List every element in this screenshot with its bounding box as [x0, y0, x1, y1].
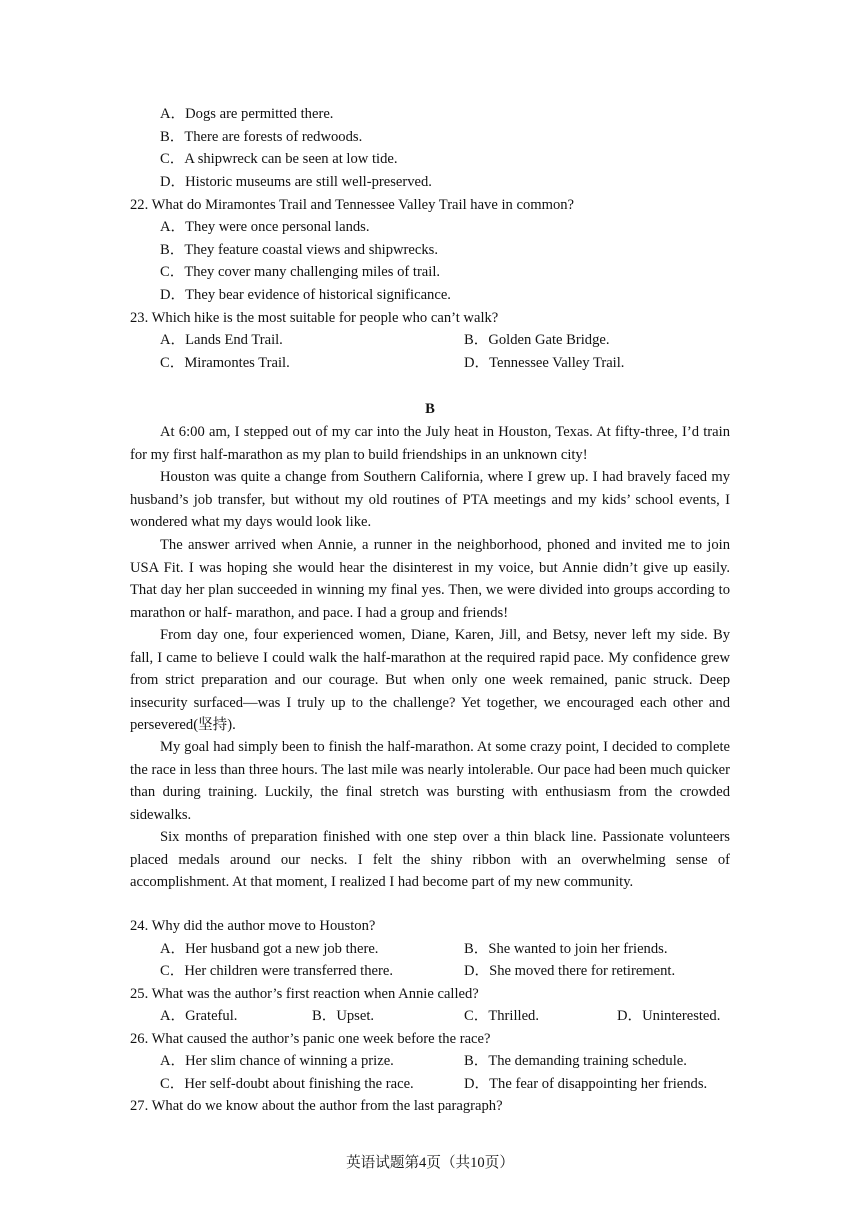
passage-paragraph-6: Six months of preparation finished with one step over a thin black line. Passionate volunteers placed medals around our necks. I felt the shiny ribbon with an overwhelming sense of accomplishment. At that moment, I realized I had become part of my new community.: [130, 829, 730, 890]
q23-option-b: B．Golden Gate Bridge.: [464, 332, 610, 348]
q22-stem: 22. What do Miramontes Trail and Tennessee Valley Trail have in common?: [130, 197, 575, 213]
q25-option-d: D．Uninterested.: [617, 1008, 721, 1024]
q25-option-a: A．Grateful.: [160, 1008, 238, 1024]
q22-option-a: A．They were once personal lands.: [160, 219, 370, 235]
q23-option-d: D．Tennessee Valley Trail.: [464, 355, 625, 371]
passage-paragraph-3: The answer arrived when Annie, a runner in the neighborhood, phoned and invited me to join USA Fit. I was hoping she would hear the disinterest in my voice, but Annie didn’t give up easily. That day her plan succeeded in winning my final yes. Then, we were divided into groups according to marathon or half- marathon, and pace. I had a group and friends!: [130, 537, 730, 621]
q21-option-d: D．Historic museums are still well-preserved.: [160, 174, 432, 190]
q26-stem: 26. What caused the author’s panic one week before the race?: [130, 1031, 491, 1047]
q25-stem: 25. What was the author’s first reaction when Annie called?: [130, 986, 479, 1002]
q26-option-a: A．Her slim chance of winning a prize.: [160, 1053, 394, 1069]
q27-stem: 27. What do we know about the author from the last paragraph?: [130, 1098, 503, 1114]
passage-paragraph-2: Houston was quite a change from Southern California, where I grew up. I had bravely faced my husband’s job transfer, but without my old routines of PTA meetings and my kids’ school events, I wondered what my days would look like.: [130, 469, 730, 530]
q25-option-c: C．Thrilled.: [464, 1008, 539, 1024]
passage-paragraph-4: From day one, four experienced women, Diane, Karen, Jill, and Betsy, never left my side. By fall, I came to believe I could walk the half-marathon at the required rapid pace. My confidence grew from strict preparation and our courage. But when only one week remained, panic struck. Deep insecurity surfaced—was I truly up to the challenge? Yet together, we encouraged each other and persevered(坚持).: [130, 627, 730, 733]
q23-option-a: A．Lands End Trail.: [160, 332, 283, 348]
q24-option-b: B．She wanted to join her friends.: [464, 941, 668, 957]
q26-option-b: B．The demanding training schedule.: [464, 1053, 687, 1069]
q23-stem: 23. Which hike is the most suitable for people who can’t walk?: [130, 310, 499, 326]
q26-option-c: C．Her self-doubt about finishing the race.: [160, 1076, 414, 1092]
q21-option-b: B．There are forests of redwoods.: [160, 129, 363, 145]
q21-option-c: C．A shipwreck can be seen at low tide.: [160, 151, 398, 167]
q24-option-d: D．She moved there for retirement.: [464, 963, 676, 979]
section-title: B: [425, 401, 435, 417]
q24-option-c: C．Her children were transferred there.: [160, 963, 393, 979]
q23-option-c: C．Miramontes Trail.: [160, 355, 290, 371]
page-footer: 英语试题第4页（共10页）: [346, 1155, 514, 1171]
q24-stem: 24. Why did the author move to Houston?: [130, 918, 376, 934]
passage-paragraph-5: My goal had simply been to finish the half-marathon. At some crazy point, I decided to complete the race in less than three hours. The last mile was nearly intolerable. Our pace had been much quicker than during training. Luckily, the final stretch was bursting with enthusiasm from the crowded sidewalks.: [130, 739, 730, 823]
q22-option-b: B．They feature coastal views and shipwrecks.: [160, 242, 439, 258]
passage-paragraph-1: At 6:00 am, I stepped out of my car into the July heat in Houston, Texas. At fifty-three, I’d train for my first half-marathon as my plan to build friendships in an unknown city!: [130, 424, 730, 463]
q21-option-a: A．Dogs are permitted there.: [160, 106, 334, 122]
q25-option-b: B．Upset.: [312, 1008, 375, 1024]
q26-option-d: D．The fear of disappointing her friends.: [464, 1076, 708, 1092]
q24-option-a: A．Her husband got a new job there.: [160, 941, 379, 957]
q22-option-d: D．They bear evidence of historical significance.: [160, 287, 451, 303]
q22-option-c: C．They cover many challenging miles of trail.: [160, 264, 441, 280]
